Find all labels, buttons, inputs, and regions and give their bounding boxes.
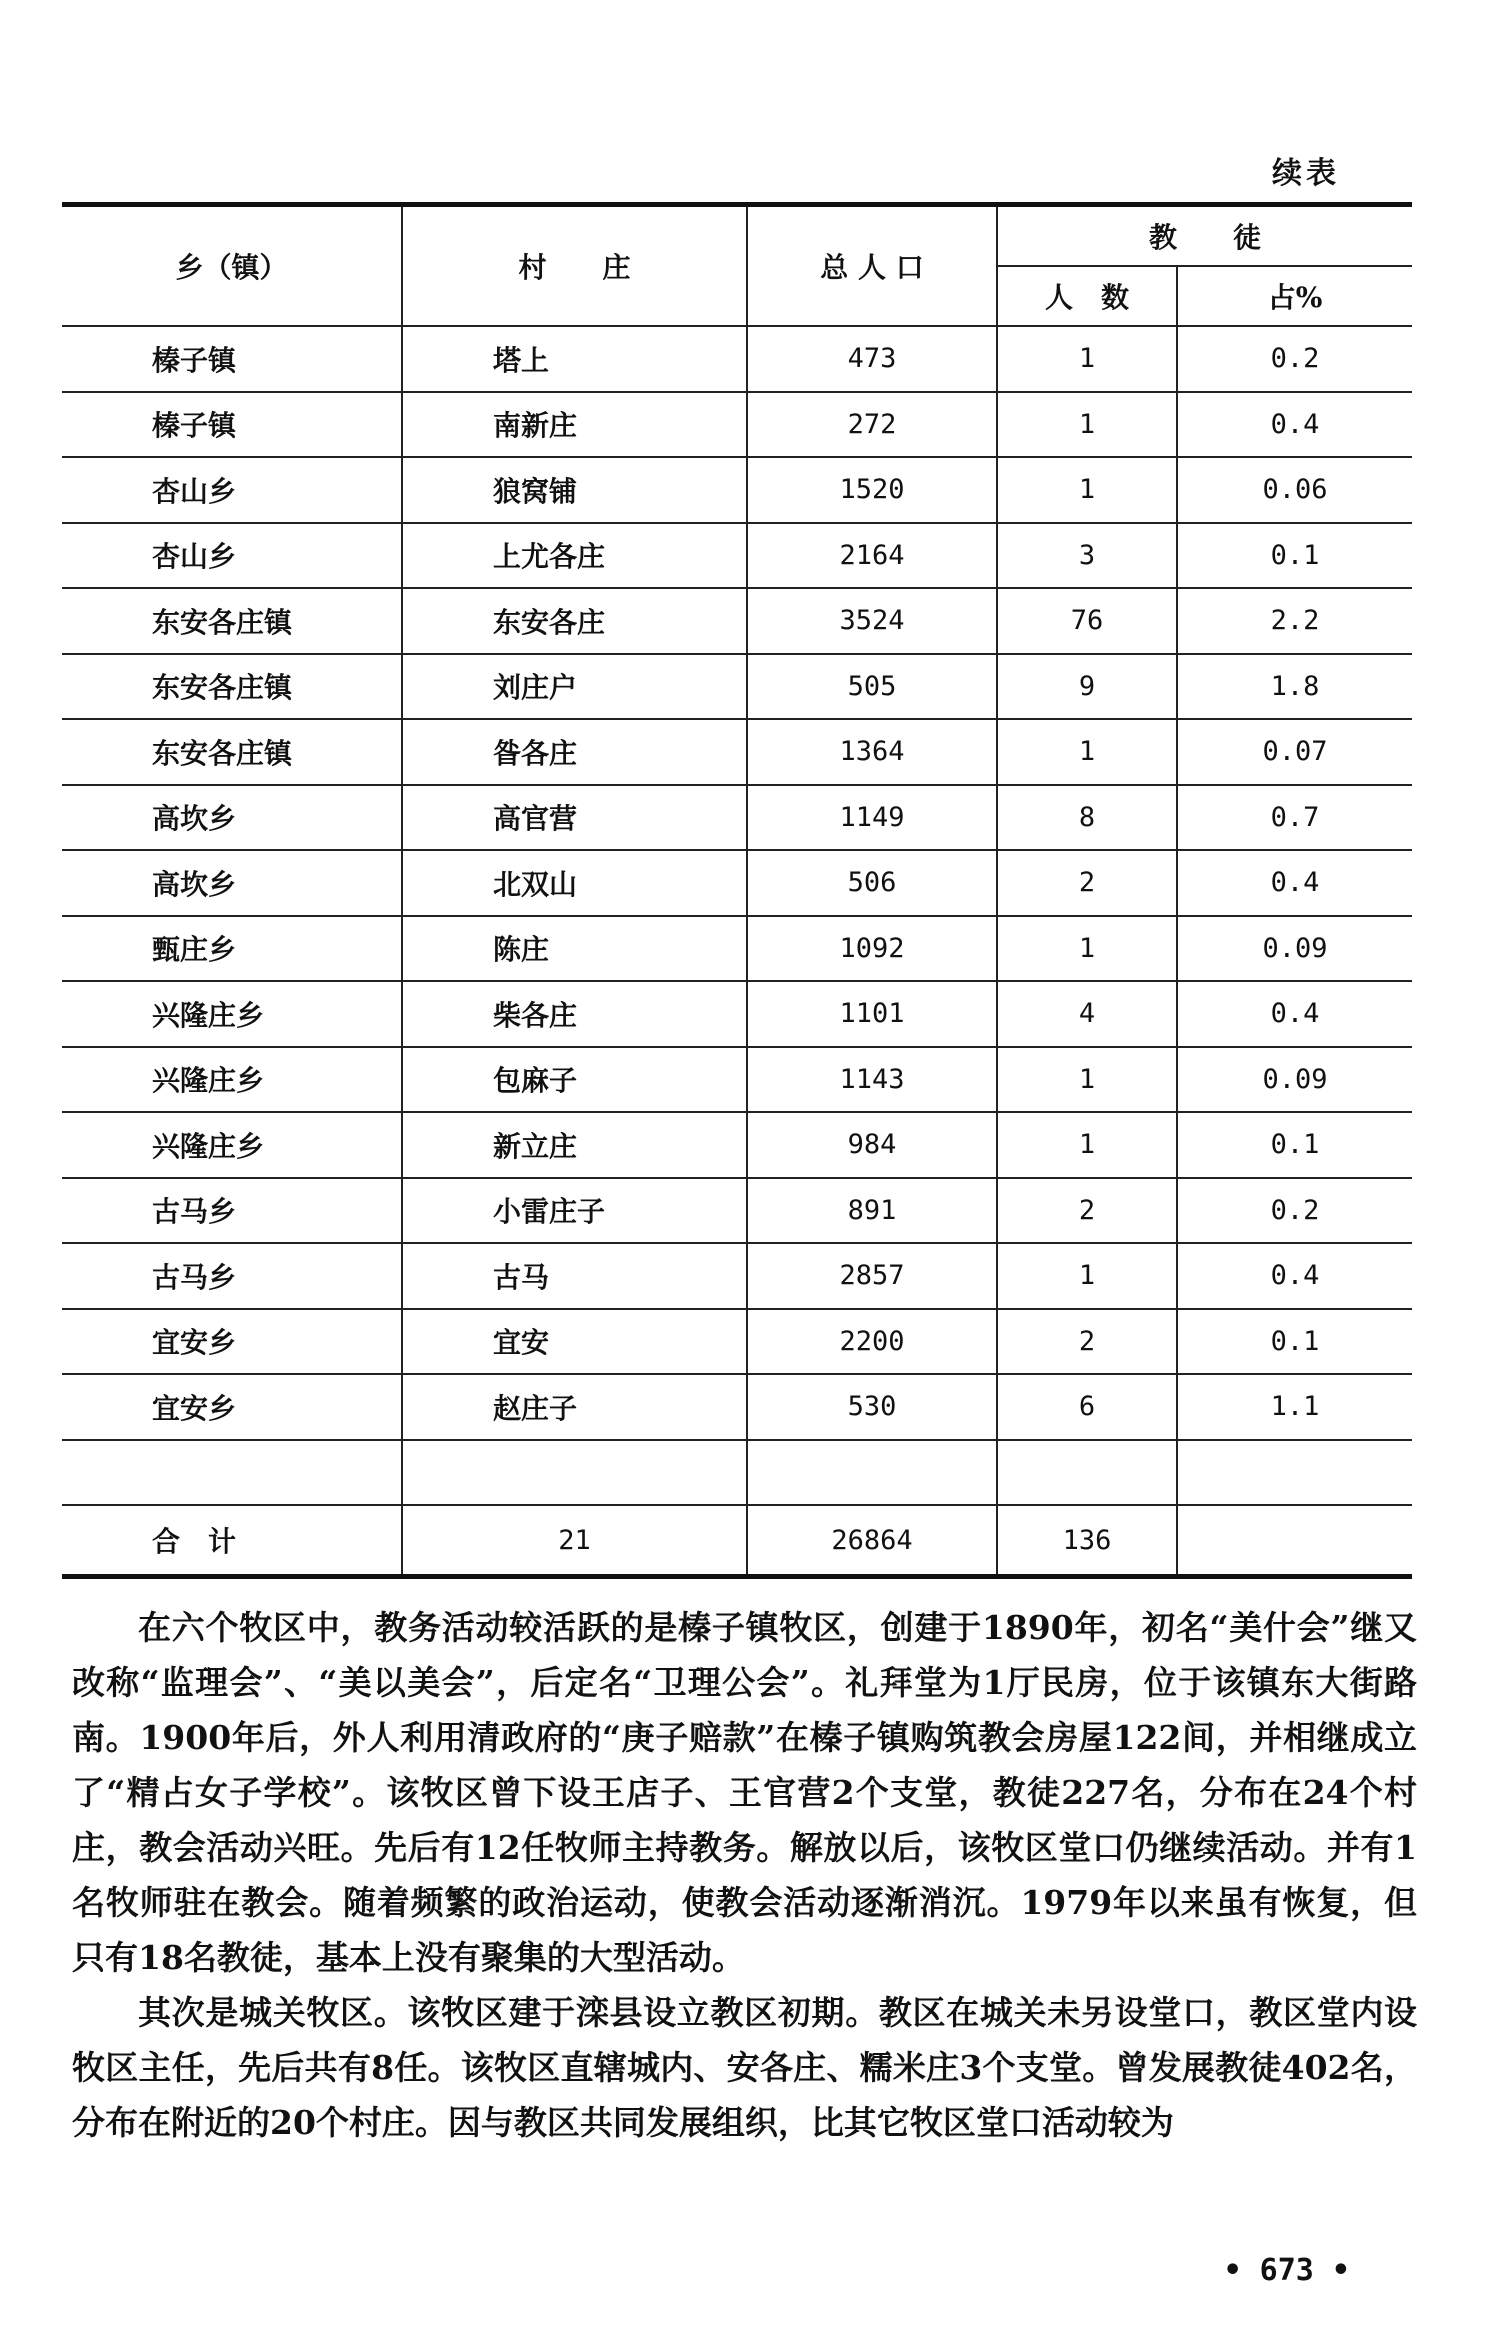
percent-cell: 0.4 bbox=[1177, 392, 1412, 458]
township-cell: 兴隆庄乡 bbox=[62, 981, 402, 1047]
table-row bbox=[62, 785, 1412, 851]
body-text bbox=[72, 1600, 1417, 2150]
village-cell: 东安各庄 bbox=[402, 588, 747, 654]
village-cell: 古马 bbox=[402, 1243, 747, 1309]
statistics-table bbox=[62, 202, 1412, 1579]
believer-count-cell: 1 bbox=[997, 1243, 1177, 1309]
table-row bbox=[62, 523, 1412, 589]
blank-cell bbox=[747, 1440, 997, 1506]
table-row bbox=[62, 1047, 1412, 1113]
village-cell: 陈庄 bbox=[402, 916, 747, 982]
percent-cell: 0.1 bbox=[1177, 523, 1412, 589]
table-row bbox=[62, 392, 1412, 458]
header-percent: 占% bbox=[1177, 266, 1412, 326]
total-believers: 136 bbox=[997, 1505, 1177, 1577]
village-cell: 小雷庄子 bbox=[402, 1178, 747, 1244]
table-row bbox=[62, 457, 1412, 523]
township-cell: 宜安乡 bbox=[62, 1309, 402, 1375]
population-cell: 473 bbox=[747, 326, 997, 392]
percent-cell: 0.09 bbox=[1177, 916, 1412, 982]
believer-count-cell: 1 bbox=[997, 326, 1177, 392]
village-cell: 刘庄户 bbox=[402, 654, 747, 720]
table-row bbox=[62, 719, 1412, 785]
village-cell: 塔上 bbox=[402, 326, 747, 392]
believer-count-cell: 1 bbox=[997, 719, 1177, 785]
believer-count-cell: 8 bbox=[997, 785, 1177, 851]
continued-label: 续表 bbox=[1272, 156, 1340, 191]
village-cell: 包麻子 bbox=[402, 1047, 747, 1113]
percent-cell: 0.2 bbox=[1177, 326, 1412, 392]
population-cell: 272 bbox=[747, 392, 997, 458]
blank-cell bbox=[1177, 1440, 1412, 1506]
percent-cell: 0.09 bbox=[1177, 1047, 1412, 1113]
population-cell: 3524 bbox=[747, 588, 997, 654]
table-row bbox=[62, 588, 1412, 654]
percent-cell: 0.4 bbox=[1177, 981, 1412, 1047]
township-cell: 榛子镇 bbox=[62, 392, 402, 458]
population-cell: 1149 bbox=[747, 785, 997, 851]
village-cell: 昝各庄 bbox=[402, 719, 747, 785]
township-cell: 杏山乡 bbox=[62, 523, 402, 589]
table-row bbox=[62, 1112, 1412, 1178]
population-cell: 1143 bbox=[747, 1047, 997, 1113]
population-cell: 506 bbox=[747, 850, 997, 916]
population-cell: 505 bbox=[747, 654, 997, 720]
village-cell: 高官营 bbox=[402, 785, 747, 851]
table-row bbox=[62, 326, 1412, 392]
header-population: 总 人 口 bbox=[747, 205, 997, 327]
population-cell: 1364 bbox=[747, 719, 997, 785]
township-cell: 宜安乡 bbox=[62, 1374, 402, 1440]
believer-count-cell: 1 bbox=[997, 457, 1177, 523]
believers-table bbox=[62, 202, 1412, 1579]
percent-cell: 2.2 bbox=[1177, 588, 1412, 654]
percent-cell: 0.2 bbox=[1177, 1178, 1412, 1244]
table-row bbox=[62, 1243, 1412, 1309]
township-cell: 兴隆庄乡 bbox=[62, 1047, 402, 1113]
township-cell: 杏山乡 bbox=[62, 457, 402, 523]
table-row bbox=[62, 1309, 1412, 1375]
believer-count-cell: 3 bbox=[997, 523, 1177, 589]
population-cell: 1520 bbox=[747, 457, 997, 523]
village-cell: 上尤各庄 bbox=[402, 523, 747, 589]
believer-count-cell: 76 bbox=[997, 588, 1177, 654]
village-cell: 新立庄 bbox=[402, 1112, 747, 1178]
table-row bbox=[62, 850, 1412, 916]
table-row bbox=[62, 654, 1412, 720]
blank-cell bbox=[62, 1440, 402, 1506]
table-row bbox=[62, 981, 1412, 1047]
blank-row bbox=[62, 1440, 1412, 1506]
believer-count-cell: 1 bbox=[997, 1047, 1177, 1113]
page-number: • 673 • bbox=[1223, 2253, 1350, 2288]
header-village: 村 庄 bbox=[402, 205, 747, 327]
believer-count-cell: 1 bbox=[997, 916, 1177, 982]
percent-cell: 0.7 bbox=[1177, 785, 1412, 851]
table-row bbox=[62, 1374, 1412, 1440]
table-row bbox=[62, 916, 1412, 982]
population-cell: 530 bbox=[747, 1374, 997, 1440]
population-cell: 1092 bbox=[747, 916, 997, 982]
table-body bbox=[62, 326, 1412, 1577]
percent-cell: 1.1 bbox=[1177, 1374, 1412, 1440]
total-row bbox=[62, 1505, 1412, 1577]
header-township: 乡（镇） bbox=[62, 205, 402, 327]
township-cell: 东安各庄镇 bbox=[62, 588, 402, 654]
total-village-count: 21 bbox=[402, 1505, 747, 1577]
total-label: 合 计 bbox=[62, 1505, 402, 1577]
village-cell: 狼窝铺 bbox=[402, 457, 747, 523]
blank-cell bbox=[997, 1440, 1177, 1506]
village-cell: 北双山 bbox=[402, 850, 747, 916]
blank-cell bbox=[402, 1440, 747, 1506]
township-cell: 高坎乡 bbox=[62, 850, 402, 916]
percent-cell: 0.07 bbox=[1177, 719, 1412, 785]
believer-count-cell: 2 bbox=[997, 1178, 1177, 1244]
total-percent bbox=[1177, 1505, 1412, 1577]
believer-count-cell: 4 bbox=[997, 981, 1177, 1047]
township-cell: 东安各庄镇 bbox=[62, 719, 402, 785]
header-count: 人 数 bbox=[997, 266, 1177, 326]
population-cell: 2164 bbox=[747, 523, 997, 589]
percent-cell: 0.06 bbox=[1177, 457, 1412, 523]
population-cell: 2200 bbox=[747, 1309, 997, 1375]
township-cell: 甄庄乡 bbox=[62, 916, 402, 982]
percent-cell: 0.4 bbox=[1177, 1243, 1412, 1309]
percent-cell: 1.8 bbox=[1177, 654, 1412, 720]
population-cell: 1101 bbox=[747, 981, 997, 1047]
township-cell: 榛子镇 bbox=[62, 326, 402, 392]
village-cell: 南新庄 bbox=[402, 392, 747, 458]
believer-count-cell: 2 bbox=[997, 1309, 1177, 1375]
paragraph-1: 在六个牧区中，教务活动较活跃的是榛子镇牧区，创建于1890年，初名“美什会”继又改称“监理会”、“美以美会”，后定名“卫理公会”。礼拜堂为1厅民房，位于该镇东大街路南。1900年后，外人利用清政府的“庚子赔款”在榛子镇购筑教会房屋122间，并相继成立了“精占女子学校”。该牧区曾下设王店子、王官营2个支堂，教徒227名，分布在24个村庄，教会活动兴旺。先后有12任牧师主持教务。解放以后，该牧区堂口仍继续活动。并有1名牧师驻在教会。随着频繁的政治运动，使教会活动逐渐消沉。1979年以来虽有恢复，但只有18名教徒，基本上没有聚集的大型活动。 bbox=[72, 1608, 1417, 1977]
population-cell: 2857 bbox=[747, 1243, 997, 1309]
percent-cell: 0.1 bbox=[1177, 1309, 1412, 1375]
population-cell: 984 bbox=[747, 1112, 997, 1178]
village-cell: 宜安 bbox=[402, 1309, 747, 1375]
paragraph-2: 其次是城关牧区。该牧区建于滦县设立教区初期。教区在城关未另设堂口，教区堂内设牧区主任，先后共有8任。该牧区直辖城内、安各庄、糯米庄3个支堂。曾发展教徒402名，分布在附近的20个村庄。因与教区共同发展组织，比其它牧区堂口活动较为 bbox=[72, 1993, 1417, 2142]
header-believers: 教 徒 bbox=[997, 205, 1412, 267]
village-cell: 赵庄子 bbox=[402, 1374, 747, 1440]
population-cell: 891 bbox=[747, 1178, 997, 1244]
believer-count-cell: 6 bbox=[997, 1374, 1177, 1440]
believer-count-cell: 1 bbox=[997, 1112, 1177, 1178]
believer-count-cell: 2 bbox=[997, 850, 1177, 916]
township-cell: 兴隆庄乡 bbox=[62, 1112, 402, 1178]
total-population: 26864 bbox=[747, 1505, 997, 1577]
table-row bbox=[62, 1178, 1412, 1244]
believer-count-cell: 1 bbox=[997, 392, 1177, 458]
village-cell: 柴各庄 bbox=[402, 981, 747, 1047]
percent-cell: 0.4 bbox=[1177, 850, 1412, 916]
township-cell: 东安各庄镇 bbox=[62, 654, 402, 720]
believer-count-cell: 9 bbox=[997, 654, 1177, 720]
township-cell: 古马乡 bbox=[62, 1243, 402, 1309]
percent-cell: 0.1 bbox=[1177, 1112, 1412, 1178]
township-cell: 高坎乡 bbox=[62, 785, 402, 851]
township-cell: 古马乡 bbox=[62, 1178, 402, 1244]
